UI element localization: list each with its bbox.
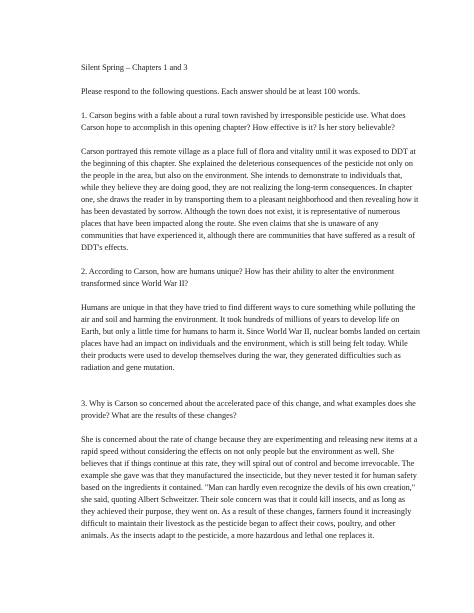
answer-2: Humans are unique in that they have tried to find different ways to cure something while polluting the air and soil and harming the environment. It took hundreds of millions of years to develop life on Earth, but only a little time for humans to harm it. Since World War II, nuclear bombs landed on certain places have had an impact on individuals and the environment, which is still being felt today. While their products were used to develop themselves during the war, they generated difficulties such as radiation and gene mutation. [81, 303, 420, 372]
instructions: Please respond to the following questions. Each answer should be at least 100 words. [81, 87, 361, 96]
document-title: Silent Spring – Chapters 1 and 3 [81, 63, 188, 72]
document-body [81, 62, 421, 554]
question-2: 2. According to Carson, how are humans unique? How has their ability to alter the environment transformed since World War II? [81, 267, 395, 288]
answer-3: She is concerned about the rate of change because they are experimenting and releasing new items at a rapid speed without considering the effects on not only people but the environment as well. She believes that if things continue at this rate, they will spiral out of control and become irrevocable. The example she gave was that they manufactured the insecticide, but they never tested it for human safety based on the ingredients it contained. "Man can hardly even recognize the devils of his own creation," she said, quoting Albert Schweitzer. Their sole concern was that it could kill insects, and as long as they achieved their purpose, they went on. As a result of these changes, farmers found it increasingly difficult to maintain their livestock as the pesticide began to affect their cows, poultry, and other animals. As the insects adapt to the pesticide, a more hazardous and lethal one replaces it. [81, 435, 418, 540]
answer-1: Carson portrayed this remote village as a place full of flora and vitality until it was exposed to DDT at the beginning of this chapter. She explained the deleterious consequences of the pesticide not only on the people in the area, but also on the environment. She intends to demonstrate to individuals that, while they believe they are doing good, they are not realizing the long-term consequences. In chapter one, she draws the reader in by transporting them to a pleasant neighborhood and then revealing how it has been devastated by sorrow. Although the town does not exist, it is representative of numerous places that have been impacted along the route. She even claims that she is unaware of any communities that have experienced it, although there are communities that have suffered as a result of DDT's effects. [81, 147, 419, 252]
question-1: 1. Carson begins with a fable about a rural town ravished by irresponsible pesticide use. What does Carson hope to accomplish in this opening chapter? How effective is it? Is her story believable? [81, 111, 406, 132]
question-3: 3. Why is Carson so concerned about the accelerated pace of this change, and what examples does she provide? What are the results of these changes? [81, 399, 416, 420]
